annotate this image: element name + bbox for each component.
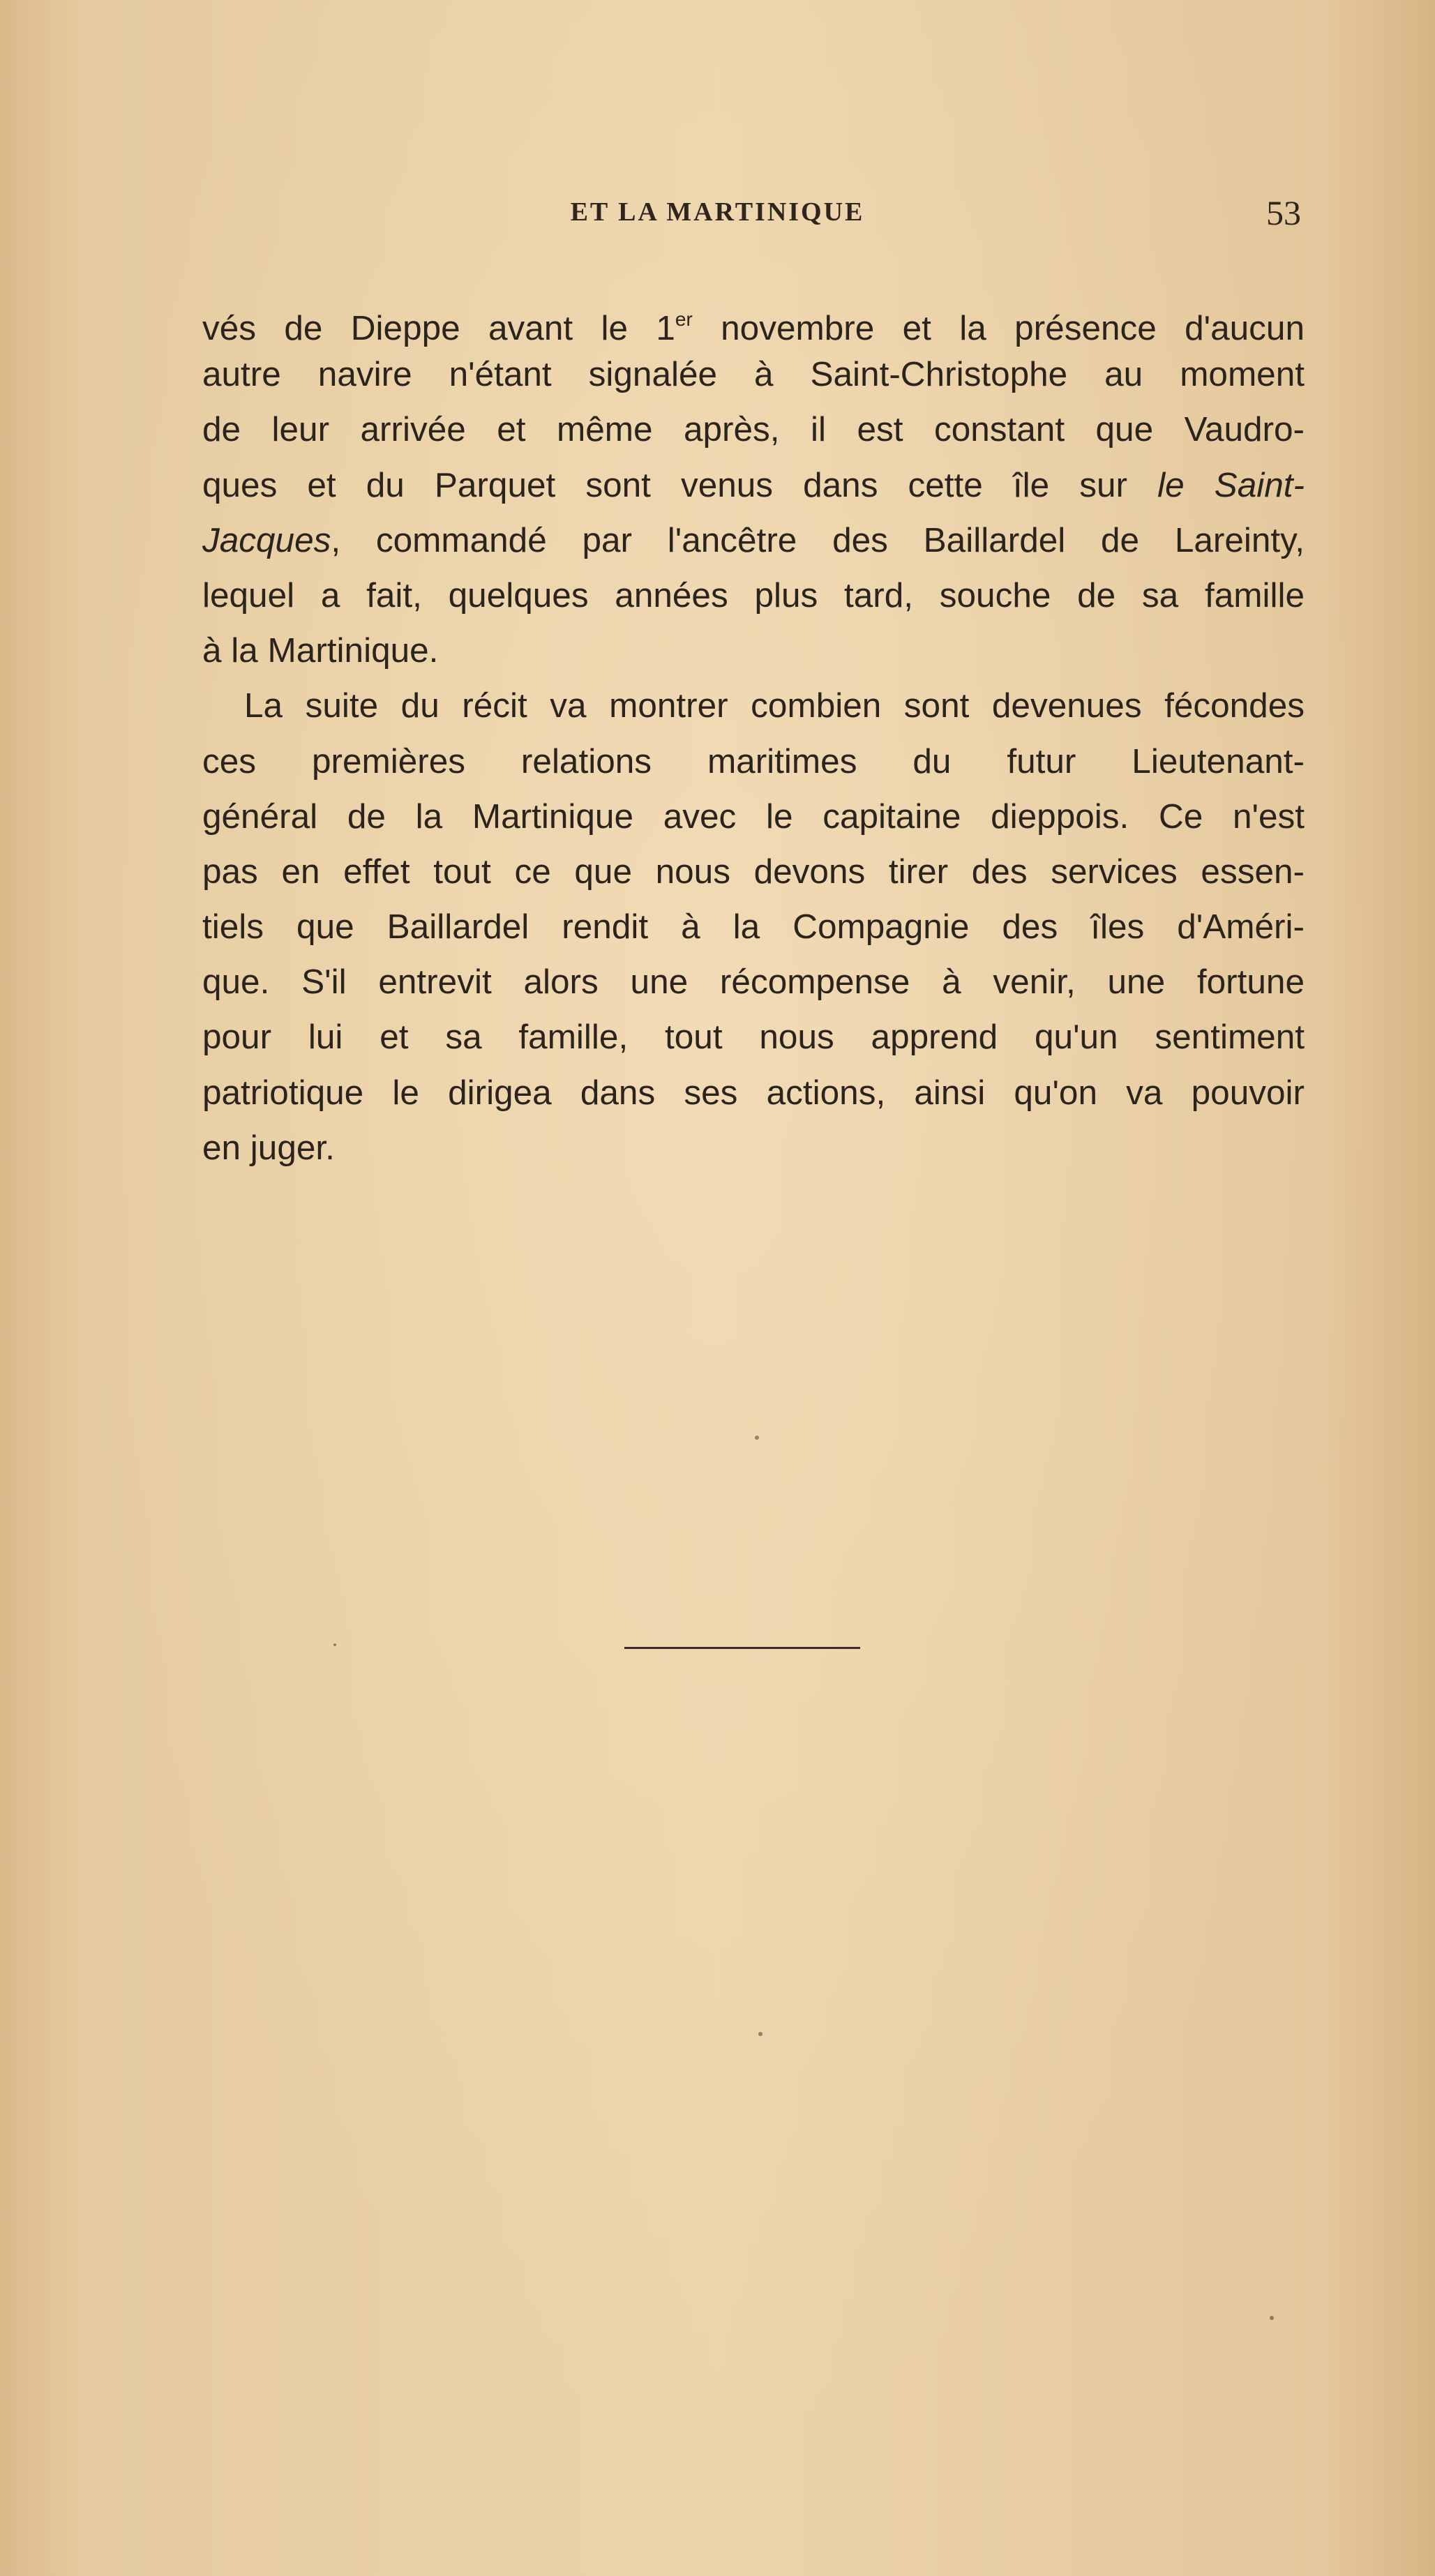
text-line-10: général de la Martinique avec le capitaine dieppois. Ce n'est [202, 797, 1305, 836]
running-title: ET LA MARTINIQUE [570, 197, 865, 227]
text-line-12: tiels que Baillardel rendit à la Compagnie des îles d'Améri- [202, 907, 1305, 947]
paper-speck [1270, 2316, 1274, 2320]
end-rule [624, 1647, 860, 1649]
paper-speck [755, 1436, 759, 1440]
body-text [202, 292, 1305, 1175]
paper-speck [758, 2032, 762, 2036]
text-line-16: en juger. [202, 1128, 335, 1167]
text-line-13: que. S'il entrevit alors une récompense à venir, une fortune [202, 963, 1305, 1002]
running-head [0, 193, 1435, 239]
text-line-1: vés de Dieppe avant le 1er novembre et la présence d'aucun [202, 308, 1305, 347]
text-line-8: La suite du récit va montrer combien sont devenues fécondes [244, 686, 1305, 725]
text-line-11: pas en effet tout ce que nous devons tirer des services essen- [202, 852, 1305, 891]
text-line-15: patriotique le dirigea dans ses actions, ainsi qu'on va pouvoir [202, 1073, 1305, 1112]
page-number: 53 [1266, 193, 1301, 232]
text-line-7: à la Martinique. [202, 631, 439, 670]
text-line-4: ques et du Parquet sont venus dans cette île sur le Saint- [202, 465, 1305, 504]
text-line-3: de leur arrivée et même après, il est constant que Vaudro- [202, 410, 1305, 449]
text-line-9: ces premières relations maritimes du futur Lieutenant- [202, 741, 1305, 781]
text-line-6: lequel a fait, quelques années plus tard, souche de sa famille [202, 575, 1305, 615]
text-line-14: pour lui et sa famille, tout nous apprend qu'un sentiment [202, 1018, 1305, 1057]
text-line-2: autre navire n'étant signalée à Saint-Christophe au moment [202, 355, 1305, 394]
text-line-5: Jacques, commandé par l'ancêtre des Baillardel de Lareinty, [202, 520, 1305, 559]
paper-speck [333, 1643, 336, 1646]
